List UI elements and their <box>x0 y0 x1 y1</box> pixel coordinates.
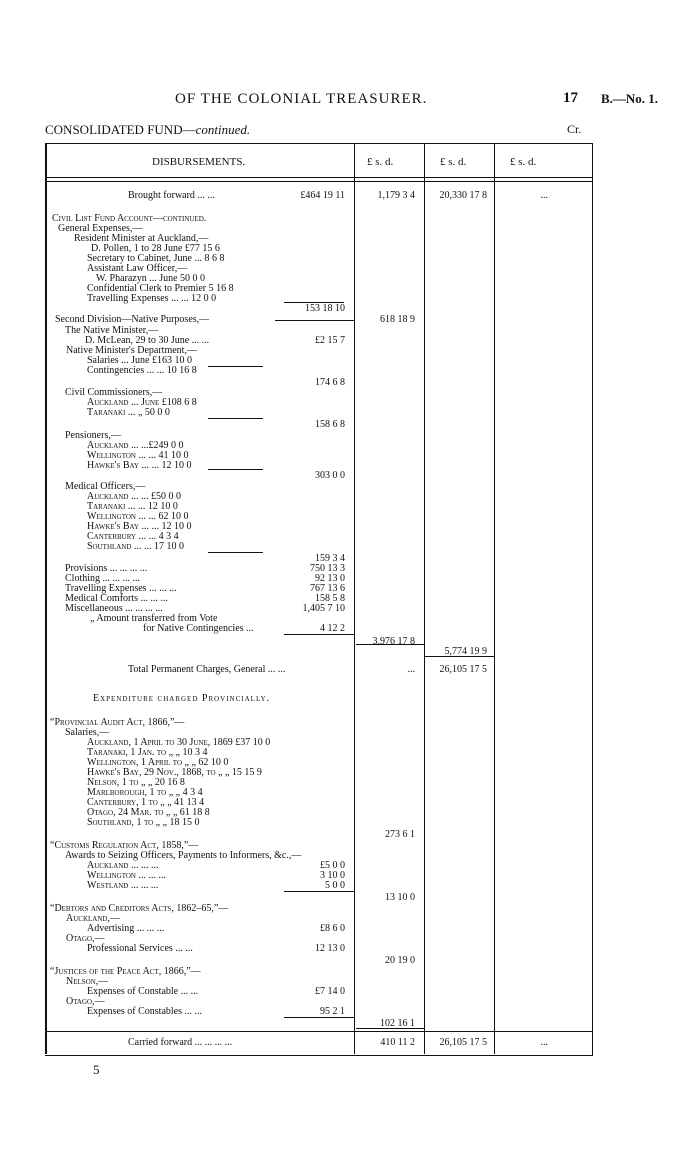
row-label: Taranaki, 1 Jan. to „ „ 10 3 4 <box>87 747 208 758</box>
row-label: Medical Comforts ... ... ... <box>65 593 169 604</box>
amount-v1: 158 6 8 <box>315 419 345 430</box>
subtotal-rule <box>208 418 263 419</box>
row-label: “Debtors and Creditors Acts, 1862–65,”— <box>50 903 229 914</box>
document-reference: B.—No. 1. <box>601 91 659 106</box>
amount-v2: 102 16 1 <box>380 1018 415 1029</box>
folio-number: 5 <box>93 1062 100 1077</box>
row-label: Travelling Expenses ... ... 12 0 0 <box>87 293 217 304</box>
subtotal-rule <box>208 469 263 470</box>
subtotal-rule <box>208 366 263 367</box>
row-label: Auckland, 1 April to 30 June, 1869 £37 10 0 <box>87 737 271 748</box>
row-label: Awards to Seizing Officers, Payments to Informers, &c.,— <box>65 850 302 861</box>
row-label: Clothing ... ... ... ... <box>65 573 141 584</box>
row-label: Travelling Expenses ... ... ... <box>65 583 177 594</box>
row-label: Auckland ... ... ... <box>87 860 159 871</box>
lsd-heading-1: £ s. d. <box>367 156 394 168</box>
row-label: “Provincial Audit Act, 1866,”— <box>50 717 185 728</box>
row-label: Marlborough, 1 to „ „ 4 3 4 <box>87 787 203 798</box>
row-label: W. Pharazyn ... June 50 0 0 <box>96 273 206 284</box>
amount-v1: £5 0 0 <box>320 860 345 871</box>
amount-v1: 174 6 8 <box>315 377 345 388</box>
amount-v3: 5,774 19 9 <box>444 646 487 657</box>
amount-v2: 618 18 9 <box>380 314 415 325</box>
amount-v1: £2 15 7 <box>315 335 345 346</box>
row-label: Medical Officers,— <box>65 481 146 492</box>
amount-v1: £8 6 0 <box>320 923 345 934</box>
row-label: Civil Commissioners,— <box>65 387 163 398</box>
column-divider-1 <box>354 143 355 1054</box>
amount-v1: 3 10 0 <box>320 870 345 881</box>
row-label: Hawke's Bay ... ... 12 10 0 <box>87 460 192 471</box>
row-label: Professional Services ... ... <box>87 943 193 954</box>
row-label: Westland ... ... ... <box>87 880 159 891</box>
row-label: „ Amount transferred from Vote <box>90 613 218 624</box>
row-label: “Justices of the Peace Act, 1866,”— <box>50 966 201 977</box>
subtotal-rule <box>284 891 354 892</box>
amount-v2: 20 19 0 <box>385 955 415 966</box>
row-label: Southland, 1 to „ „ 18 15 0 <box>87 817 200 828</box>
row-label: Total Permanent Charges, General ... ... <box>128 664 286 675</box>
row-label: Salaries ... June £163 10 0 <box>87 355 192 366</box>
row-label: Taranaki ... „ 50 0 0 <box>87 407 170 418</box>
subtotal-rule <box>275 320 354 321</box>
row-label: Otago,— <box>66 933 105 944</box>
row-label: Canterbury ... ... 4 3 4 <box>87 531 179 542</box>
row-label: Auckland ... ...£249 0 0 <box>87 440 184 451</box>
row-label: Hawke's Bay ... ... 12 10 0 <box>87 521 192 532</box>
row-label: Wellington ... ... 62 10 0 <box>87 511 189 522</box>
amount-v1: £7 14 0 <box>315 986 345 997</box>
amount-v2: 410 11 2 <box>380 1037 415 1048</box>
credit-label: Cr. <box>567 122 582 136</box>
fund-subtitle-main: CONSOLIDATED FUND— <box>45 122 196 137</box>
row-label: Resident Minister at Auckland,— <box>74 233 209 244</box>
amount-v1: 158 5 8 <box>315 593 345 604</box>
row-label: Auckland ... ... £50 0 0 <box>87 491 181 502</box>
row-label: Second Division—Native Purposes,— <box>55 314 210 325</box>
amount-v1: 303 0 0 <box>315 470 345 481</box>
row-label: Assistant Law Officer,— <box>87 263 188 274</box>
row-label: General Expenses,— <box>58 223 143 234</box>
row-label: Salaries,— <box>65 727 110 738</box>
row-label: Hawke's Bay, 29 Nov., 1868, to „ „ 15 15 9 <box>87 767 262 778</box>
amount-v2: 3,976 17 8 <box>372 636 415 647</box>
fund-subtitle-continued: continued. <box>195 122 251 137</box>
page-number: 17 <box>563 90 578 106</box>
row-label: “Customs Regulation Act, 1858,”— <box>50 840 199 851</box>
row-label: Wellington, 1 April to „ „ 62 10 0 <box>87 757 229 768</box>
row-label: Expenses of Constable ... ... <box>87 986 199 997</box>
amount-v2: ... <box>407 664 415 675</box>
amount-v3: 26,105 17 5 <box>439 1037 487 1048</box>
amount-v3: 26,105 17 5 <box>439 664 487 675</box>
amount-v1: 12 13 0 <box>315 943 345 954</box>
lsd-heading-2: £ s. d. <box>440 156 467 168</box>
row-label: Miscellaneous ... ... ... ... <box>65 603 163 614</box>
amount-v1: 159 3 4 <box>315 553 345 564</box>
amount-v1: 1,405 7 10 <box>302 603 345 614</box>
amount-v1: 767 13 6 <box>310 583 345 594</box>
amount-v1: 5 0 0 <box>325 880 345 891</box>
amount-v3: 20,330 17 8 <box>439 190 487 201</box>
subtotal-rule <box>284 1017 354 1018</box>
row-label: Native Minister's Department,— <box>66 345 197 356</box>
amount-v2: 273 6 1 <box>385 829 415 840</box>
row-label: Confidential Clerk to Premier 5 16 8 <box>87 283 234 294</box>
row-label: Auckland ... June £108 6 8 <box>87 397 197 408</box>
header-rule <box>47 177 592 182</box>
column-divider-3 <box>494 143 495 1054</box>
row-label: Nelson,— <box>66 976 109 987</box>
row-label: Otago, 24 Mar. to „ „ 61 18 8 <box>87 807 210 818</box>
amount-v4: ... <box>540 1037 548 1048</box>
amount-v1: 95 2 1 <box>320 1006 345 1017</box>
row-label: Wellington ... ... ... <box>87 870 166 881</box>
page-title: OF THE COLONIAL TREASURER. <box>175 91 428 107</box>
amount-v1: £464 19 11 <box>300 190 345 201</box>
row-label: D. Pollen, 1 to 28 June £77 15 6 <box>91 243 220 254</box>
amount-v2: 13 10 0 <box>385 892 415 903</box>
row-label: Provisions ... ... ... ... <box>65 563 148 574</box>
amount-v1: 750 13 3 <box>310 563 345 574</box>
row-label: Civil List Fund Account—continued. <box>52 213 207 224</box>
row-label: Expenditure charged Provincially. <box>93 693 271 704</box>
row-label: Southland ... ... 17 10 0 <box>87 541 184 552</box>
subtotal-rule <box>208 552 263 553</box>
amount-v1: 153 18 10 <box>305 303 345 314</box>
row-label: Nelson, 1 to „ „ 20 16 8 <box>87 777 185 788</box>
ledger-left-border <box>45 143 47 1054</box>
row-label: for Native Contingencies ... <box>143 623 254 634</box>
amount-v4: ... <box>540 190 548 201</box>
row-label: Otago,— <box>66 996 105 1007</box>
amount-v1: 92 13 0 <box>315 573 345 584</box>
row-label: Expenses of Constables ... ... <box>87 1006 202 1017</box>
row-label: Pensioners,— <box>65 430 121 441</box>
amount-v2: 1,179 3 4 <box>377 190 415 201</box>
column-divider-2 <box>424 143 425 1054</box>
amount-v1: 4 12 2 <box>320 623 345 634</box>
row-label: Advertising ... ... ... <box>87 923 165 934</box>
disbursements-heading: DISBURSEMENTS. <box>152 156 246 168</box>
lsd-heading-3: £ s. d. <box>510 156 537 168</box>
row-label: Secretary to Cabinet, June ... 8 6 8 <box>87 253 225 264</box>
carried-forward-rule <box>47 1031 592 1032</box>
subtotal-rule <box>284 634 354 635</box>
row-label: Carried forward ... ... ... ... <box>128 1037 233 1048</box>
row-label: Wellington ... ... 41 10 0 <box>87 450 189 461</box>
row-label: Brought forward ... ... <box>128 190 215 201</box>
row-label: Contingencies ... ... 10 16 8 <box>87 365 197 376</box>
row-label: Taranaki ... ... 12 10 0 <box>87 501 178 512</box>
row-label: The Native Minister,— <box>65 325 159 336</box>
row-label: Canterbury, 1 to „ „ 41 13 4 <box>87 797 205 808</box>
row-label: D. McLean, 29 to 30 June ... ... <box>85 335 210 346</box>
fund-subtitle <box>45 122 250 138</box>
row-label: Auckland,— <box>66 913 120 924</box>
